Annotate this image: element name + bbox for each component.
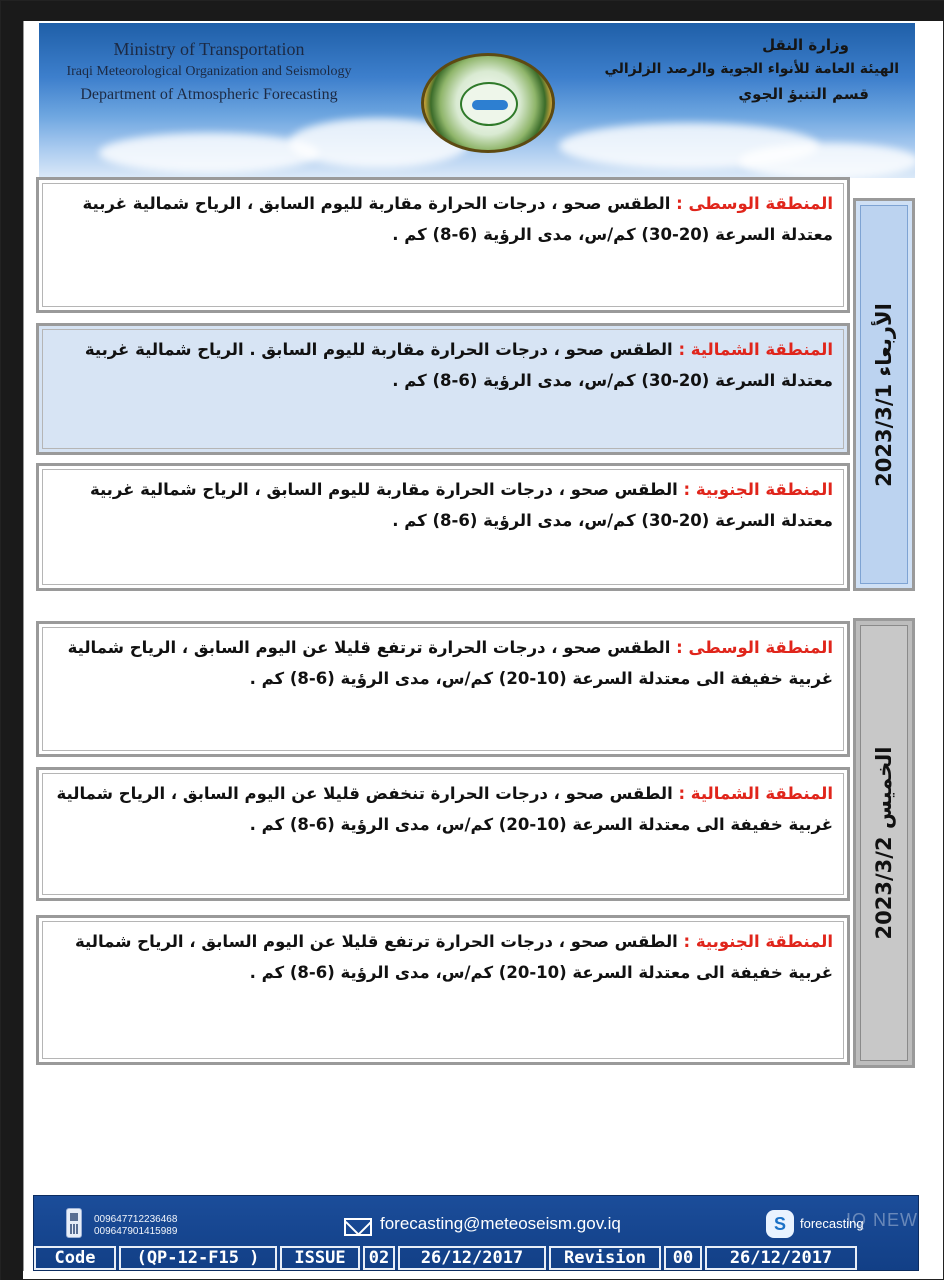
skype-icon: S [766,1210,794,1238]
skype-handle[interactable]: forecasting [800,1216,864,1231]
document-code-strip [34,1246,918,1270]
email-link[interactable]: forecasting@meteoseism.gov.iq [380,1214,621,1233]
date-column-day1 [853,198,915,591]
revision-date: 26/12/2017 [705,1246,857,1270]
forecast-box-day2-north [36,767,850,901]
forecast-body: الطقس صحو ، درجات الحرارة ترتفع قليلا عن اليوم السابق ، الرياح شمالية غربية خفيفة الى معتدلة السرعة (10-20) كم/س، مدى الرؤية (6-8) كم . [67,638,833,688]
header-banner [39,23,915,178]
ministry-name-en: Ministry of Transportation [113,39,305,59]
forecast-body: الطقس صحو ، درجات الحرارة مقاربة لليوم السابق . الرياح شمالية غربية معتدلة السرعة (20-30) كم/س، مدى الرؤية (6-8) كم . [84,340,833,390]
region-name: المنطقة الشمالية : [678,340,833,359]
page-top-edge [1,1,944,21]
date-label: الخميس 2023/3/2 [872,746,896,940]
revision-number: 00 [664,1246,702,1270]
forecast-text [53,632,833,694]
cloud-decoration [739,143,915,178]
logo-emblem-icon [421,53,555,153]
forecast-body: الطقس صحو ، درجات الحرارة ترتفع قليلا عن اليوم السابق ، الرياح شمالية غربية خفيفة الى معتدلة السرعة (10-20) كم/س، مدى الرؤية (6-8) كم . [75,932,833,982]
issue-number: 02 [363,1246,395,1270]
revision-label: Revision [549,1246,661,1270]
code-label: Code [34,1246,116,1270]
forecast-text [53,474,833,536]
footer-bar [33,1195,919,1271]
ministry-name-ar: وزارة النقل [762,36,849,54]
header-arabic [599,33,899,107]
organization-name-en: Iraqi Meteorological Organization and Seismology [66,64,352,79]
logo-center [460,82,518,126]
phone-numbers [94,1214,177,1238]
forecast-text [53,334,833,396]
forecast-body: الطقس صحو ، درجات الحرارة مقاربة لليوم السابق ، الرياح شمالية غربية معتدلة السرعة (20-30) كم/س، مدى الرؤية (6-8) كم . [82,194,833,244]
forecast-body: الطقس صحو ، درجات الحرارة تنخفض قليلا عن اليوم السابق ، الرياح شمالية غربية خفيفة الى معتدلة السرعة (10-20) كم/س، مدى الرؤية (6-8) كم . [56,784,833,834]
forecast-box-day1-south [36,463,850,591]
department-name-ar: قسم التنبؤ الجوي [738,85,869,103]
issue-date: 26/12/2017 [398,1246,546,1270]
forecast-box-day2-south [36,915,850,1065]
phone-number-1: 009647712236468 [94,1214,178,1225]
mail-icon [344,1218,372,1236]
date-label: الأربعاء 2023/3/1 [872,302,896,487]
region-name: المنطقة الجنوبية : [683,480,833,499]
watermark: IQ NEW [846,1210,918,1230]
forecast-text [53,188,833,250]
logo-wave [472,100,508,110]
issue-label: ISSUE [280,1246,360,1270]
forecast-box-day2-central [36,621,850,757]
phone-number-2: 009647901415989 [94,1226,178,1237]
region-name: المنطقة الوسطى : [676,638,833,657]
code-value: (QP-12-F15 ) [119,1246,277,1270]
cloud-decoration [99,133,319,173]
date-column-day2 [853,618,915,1068]
header-english [49,37,369,107]
forecast-body: الطقس صحو ، درجات الحرارة مقاربة لليوم السابق ، الرياح شمالية غربية معتدلة السرعة (20-30) كم/س، مدى الرؤية (6-8) كم . [89,480,833,530]
forecast-text [53,778,833,840]
region-name: المنطقة الشمالية : [678,784,833,803]
forecast-box-day1-central [36,177,850,313]
phone-icon [66,1208,82,1238]
region-name: المنطقة الجنوبية : [683,932,833,951]
forecast-box-day1-north [36,323,850,455]
region-name: المنطقة الوسطى : [676,194,833,213]
forecast-text [53,926,833,988]
page-left-edge [1,1,23,1280]
department-name-en: Department of Atmospheric Forecasting [80,86,338,103]
organization-name-ar: الهيئة العامة للأنواء الجوية والرصد الزلزالي [604,61,899,77]
